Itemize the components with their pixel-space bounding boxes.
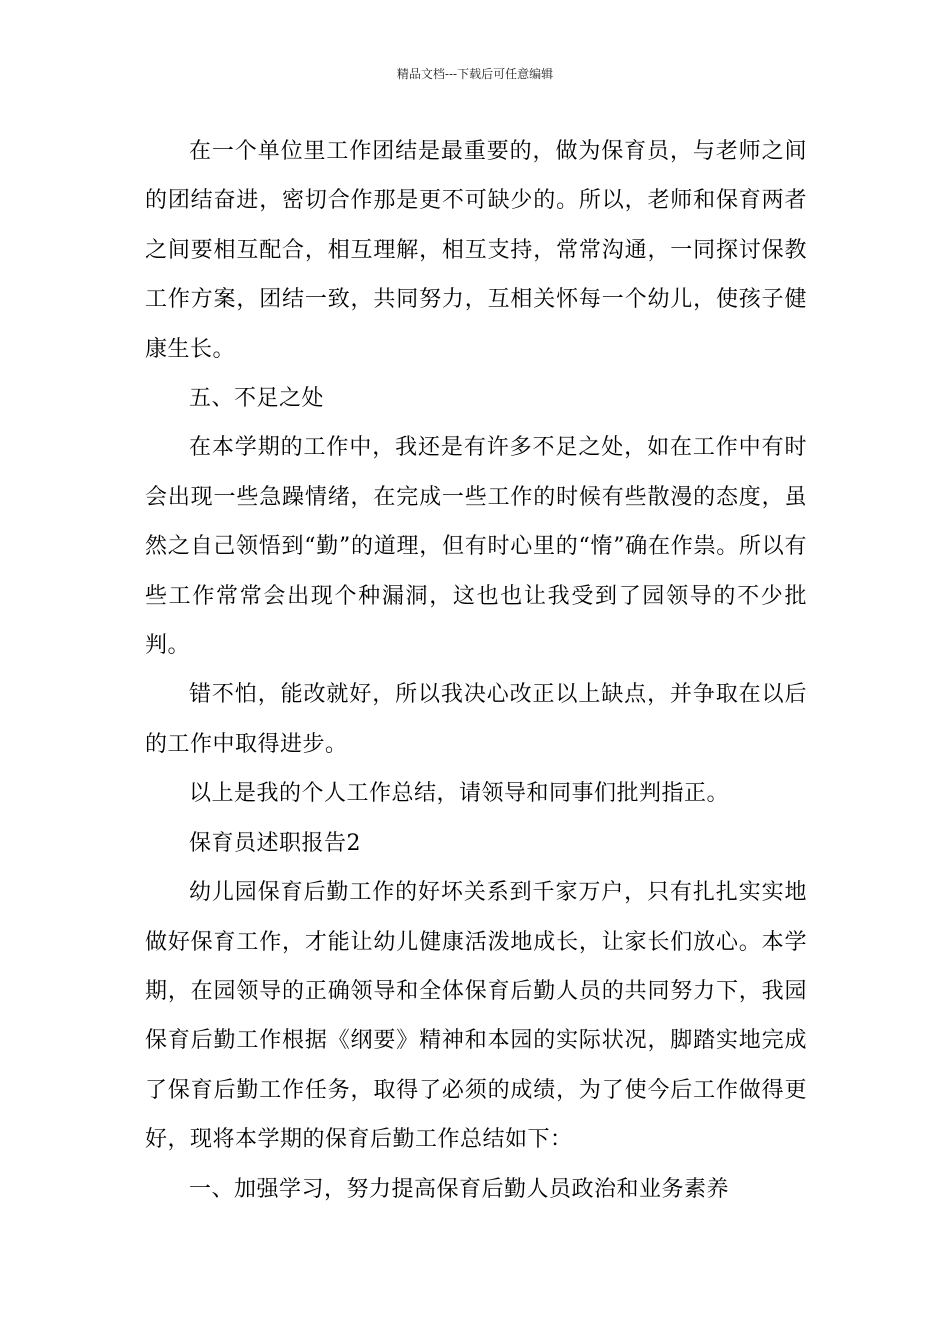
paragraph-teamwork: 在一个单位里工作团结是最重要的，做为保育员，与老师之间的团结奋进，密切合作那是更不可缺少的。所以，老师和保育两者之间要相互配合，相互理解，相互支持，常常沟通，一同探讨保教工作方案，团结一致，共同努力，互相关怀每一个幼儿，使孩子健康生长。 [145, 139, 807, 362]
paragraph-report-intro: 幼儿园保育后勤工作的好坏关系到千家万户，只有扎扎实实地做好保育工作，才能让幼儿健康活泼地成长，让家长们放心。本学期，在园领导的正确领导和全体保育后勤人员的共同努力下，我园保育后勤工作根据《纲要》精神和本园的实际状况，脚踏实地完成了保育后勤工作任务，取得了必须的成绩，为了使今后工作做得更好，现将本学期的保育后勤工作总结如下： [145, 880, 807, 1153]
paragraph-closing: 以上是我的个人工作总结，请领导和同事们批判指正。 [189, 781, 730, 807]
paragraph-shortcomings: 在本学期的工作中，我还是有许多不足之处，如在工作中有时会出现一些急躁情绪，在完成一些工作的时候有些散漫的态度，虽然之自己领悟到“勤”的道理，但有时心里的“惰”确在作祟。所以有些工作常常会出现个种漏洞，这也也让我受到了园领导的不少批判。 [145, 435, 807, 659]
report-title-2: 保育员述职报告2 [189, 830, 361, 856]
page-header: 精品文档---下载后可任意编辑 [396, 67, 554, 81]
section-heading-study: 一、加强学习，努力提高保育后勤人员政治和业务素养 [189, 1176, 730, 1202]
document-body [145, 127, 807, 1214]
paragraph-improvement: 错不怕，能改就好，所以我决心改正以上缺点，并争取在以后的工作中取得进步。 [145, 682, 807, 757]
section-heading-shortcomings: 五、不足之处 [189, 386, 325, 412]
